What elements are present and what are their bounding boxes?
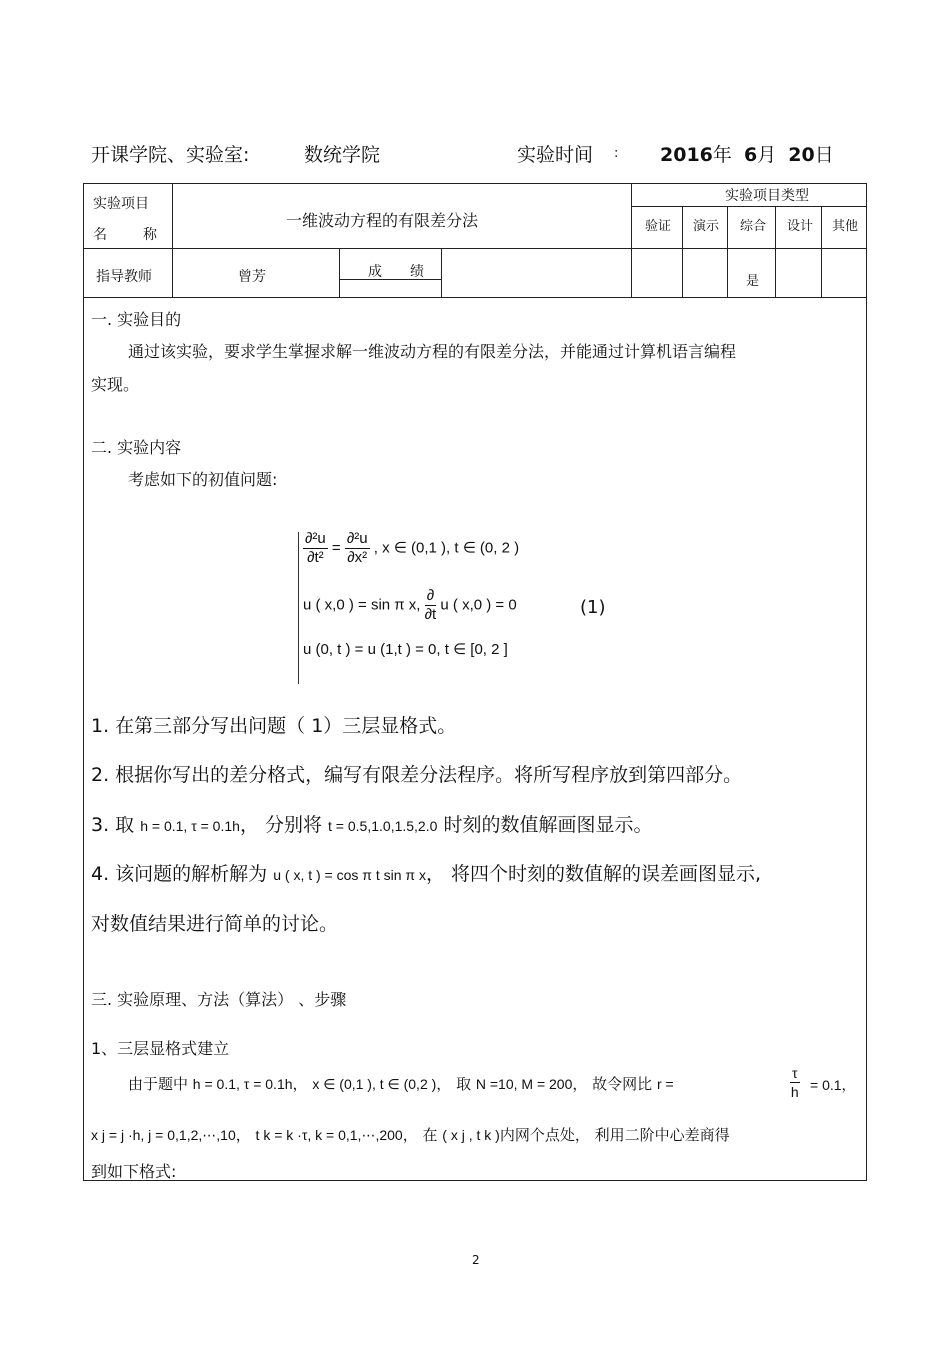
task-2: 2. 根据你写出的差分格式，编写有限差分法程序。将所写程序放到第四部分。 xyxy=(91,764,743,786)
section-3-line-3: 到如下格式: xyxy=(91,1162,177,1181)
s3-math-4: r = xyxy=(656,1076,674,1092)
type-demo: 演示 xyxy=(693,219,720,234)
table-line xyxy=(682,206,683,297)
grade-label-2: 绩 xyxy=(410,264,424,280)
s3-text-c: ， 取 xyxy=(436,1075,472,1093)
date xyxy=(660,140,834,167)
section-2-intro: 考虑如下的初值问题: xyxy=(128,470,278,489)
task-3-math: h = 0.1, τ = 0.1h xyxy=(140,818,240,834)
table-line xyxy=(631,183,632,297)
type-design: 设计 xyxy=(787,219,814,234)
table-line xyxy=(339,248,340,297)
college-value: 数统学院 xyxy=(304,144,381,166)
s3-math-5-value: = 0.1 xyxy=(810,1077,842,1093)
section-3-subtitle: 1、三层显格式建立 xyxy=(91,1039,230,1058)
eq-initial-1: u ( x,0 ) = sin π x, xyxy=(303,596,425,614)
s3-math-3: N =10, M = 200 xyxy=(475,1076,573,1092)
type-verify: 验证 xyxy=(645,219,672,234)
s3-line2-math-2: t k = k ·τ, k = 0,1,⋯,200 xyxy=(255,1127,403,1143)
table-line xyxy=(339,279,441,280)
section-2-title: 二. 实验内容 xyxy=(91,438,182,457)
page-number: 2 xyxy=(472,1253,480,1267)
s3-line2-text-a: ， xyxy=(235,1126,251,1144)
project-name: 一维波动方程的有限差分法 xyxy=(286,211,479,230)
month: 6 xyxy=(743,144,758,166)
s3-line2-math-3: ( x j , t k ) xyxy=(442,1127,500,1143)
table-line xyxy=(441,248,442,297)
s3-line2-math-1: x j = j ·h, j = 0,1,2,⋯,10 xyxy=(91,1127,236,1143)
type-comprehensive: 综合 xyxy=(740,219,767,234)
eq-partial: ∂ xyxy=(425,587,437,606)
year: 2016 xyxy=(660,144,713,166)
table-line xyxy=(83,297,867,298)
section-3-line-1 xyxy=(128,1073,674,1094)
equation-line-1 xyxy=(303,530,519,567)
type-mark: 是 xyxy=(746,274,760,289)
college-label: 开课学院、实验室: xyxy=(91,144,250,166)
eq-equals: = xyxy=(331,539,345,557)
year-unit: 年 xyxy=(712,144,732,166)
teacher-label: 指导教师 xyxy=(96,269,152,285)
project-label-name-2: 称 xyxy=(143,227,157,243)
day: 20 xyxy=(788,144,815,166)
table-line xyxy=(83,248,867,249)
section-1-text-cont: 实现。 xyxy=(91,375,140,394)
frac-h: h xyxy=(790,1084,799,1100)
day-unit: 日 xyxy=(814,144,834,166)
time-label: 实验时间 xyxy=(517,144,594,166)
s3-math-1: h = 0.1, τ = 0.1h xyxy=(192,1076,293,1092)
s3-line2-text-c: 内网个点处， 利用二阶中心差商得 xyxy=(499,1126,730,1144)
eq-dt: ∂t xyxy=(424,606,437,623)
table-line xyxy=(631,206,867,207)
task-4 xyxy=(91,859,761,886)
eq-d2u-2: ∂²u xyxy=(346,530,368,547)
report-box xyxy=(83,183,867,1181)
grade-label-1: 成 xyxy=(368,264,382,280)
task-3-text-a: 3. 取 xyxy=(91,814,135,836)
section-3-title: 三. 实验原理、方法（算法） 、步骤 xyxy=(91,990,347,1009)
eq-dt2: ∂t² xyxy=(307,549,324,566)
equation-line-2 xyxy=(303,587,517,624)
s3-text-b: ， xyxy=(292,1075,308,1093)
task-3-math-2: t = 0.5,1.0,1.5,2.0 xyxy=(328,818,438,834)
table-line xyxy=(727,206,728,297)
frac-tau-h xyxy=(790,1064,800,1101)
task-3-text-b: ， 分别将 xyxy=(239,814,322,836)
task-4-text-a: 4. 该问题的解析解为 xyxy=(91,863,268,885)
project-label: 实验项目 xyxy=(93,196,149,212)
task-4-text-b: ， 将四个时刻的数值解的误差画图显示, xyxy=(425,863,762,885)
time-colon: : xyxy=(614,146,619,161)
task-1: 1. 在第三部分写出问题（ 1）三层显格式。 xyxy=(91,715,457,737)
teacher-name: 曾芳 xyxy=(238,269,266,285)
s3-text-e: ， xyxy=(841,1077,856,1093)
section-1-text: 通过该实验，要求学生掌握求解一维波动方程的有限差分法，并能通过计算机语言编程 xyxy=(128,342,737,361)
s3-line2-text-b: ， 在 xyxy=(402,1126,438,1144)
task-3 xyxy=(91,810,652,837)
section-1-title: 一. 实验目的 xyxy=(91,310,182,329)
s3-text-a: 由于题中 xyxy=(128,1075,189,1093)
month-unit: 月 xyxy=(757,144,777,166)
type-header: 实验项目类型 xyxy=(725,188,809,204)
s3-math-2: x ∈ (0,1 ), t ∈ (0,2 ) xyxy=(312,1076,437,1092)
eq-initial-2: u ( x,0 ) = 0 xyxy=(440,596,517,614)
type-other: 其他 xyxy=(832,219,859,234)
eq-d2u: ∂²u xyxy=(305,530,326,547)
s3-text-d: ， 故令网比 xyxy=(572,1075,653,1093)
table-line xyxy=(172,183,173,297)
equation-line-3: u (0, t ) = u (1,t ) = 0, t ∈ [0, 2 ] xyxy=(303,641,508,658)
task-4-cont: 对数值结果进行简单的讨论。 xyxy=(91,913,339,935)
equation-number: (1) xyxy=(580,597,606,618)
table-line xyxy=(821,206,822,297)
task-3-text-c: 时刻的数值解画图显示。 xyxy=(443,814,653,836)
table-line xyxy=(775,206,776,297)
project-label-name-1: 名 xyxy=(93,227,107,243)
task-4-math: u ( x, t ) = cos π t sin π x xyxy=(273,867,426,883)
section-3-line-2 xyxy=(91,1124,730,1145)
s3-math-5 xyxy=(810,1075,856,1095)
eq-domain: , x ∈ (0,1 ), t ∈ (0, 2 ) xyxy=(373,539,520,557)
eq-dx2: ∂x² xyxy=(347,549,368,566)
equation-brace xyxy=(298,532,299,684)
frac-tau: τ xyxy=(792,1065,798,1081)
